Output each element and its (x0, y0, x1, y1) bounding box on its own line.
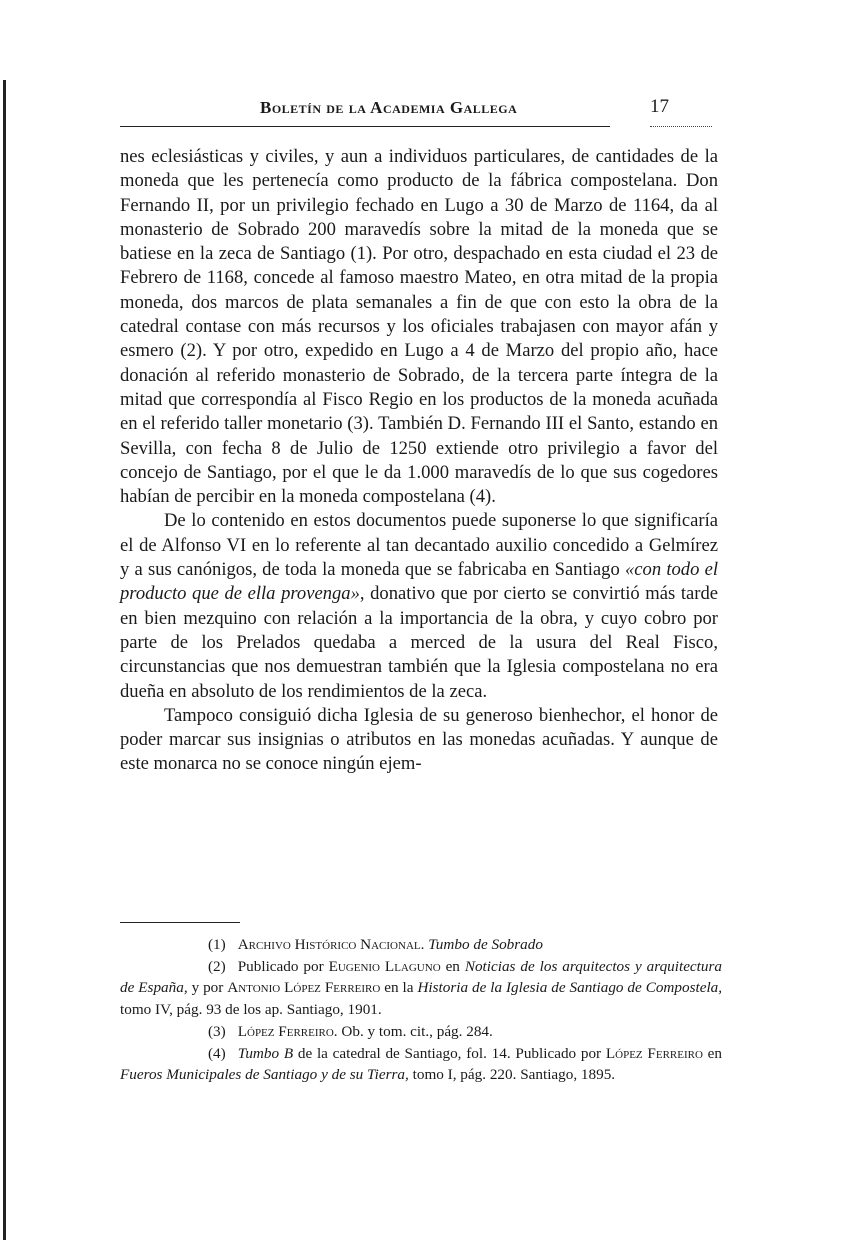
header-rule (120, 126, 610, 127)
footnote-4-title-b: Fueros Municipales de Santiago y de su Tierra, (120, 1066, 409, 1084)
footnote-4-number: (4) (208, 1044, 226, 1062)
footnote-4-text-c: tomo I, pág. 220. Santiago, 1895. (412, 1066, 616, 1084)
footnote-2-author-b: Antonio López Ferreiro (227, 979, 381, 997)
footnote-2-text-b: en (445, 957, 460, 975)
footnote-2 (120, 956, 722, 1021)
paragraph-2-text-b: , donativo que por cierto se convirtió más tarde en bien mezquino con relación a la importancia de la obra, y cuyo cobro por parte de los Prelados quedaba a merced de la usura del Real Fisco, circunstancias que nos demuestran también que la Iglesia compostelana no era dueña en absoluto de los rendimientos de la zeca. (120, 583, 718, 702)
paragraph-2 (120, 509, 718, 703)
footnote-2-text-c: y por (191, 979, 224, 997)
footnote-2-text-a: Publicado por (237, 957, 324, 975)
footnote-2-number: (2) (208, 957, 226, 975)
paragraph-3: Tampoco consiguió dicha Iglesia de su generoso bienhechor, el honor de poder marcar sus insignias o atributos en las monedas acuñadas. Y aunque de este monarca no se conoce ningún ejem- (120, 704, 718, 775)
footnote-1-number: (1) (208, 936, 226, 953)
footnote-rule (120, 922, 240, 923)
footnote-2-author-a: Eugenio Llaguno (328, 957, 441, 975)
footnote-4-author: López Ferreiro (605, 1044, 703, 1062)
footnote-3-text: Ob. y tom. cit., pág. 284. (341, 1022, 493, 1040)
footnote-3-number: (3) (208, 1022, 226, 1040)
page-header (120, 96, 720, 126)
footnote-3-author: López Ferreiro. (237, 1022, 338, 1040)
running-title: Boletín de la Academia Gallega (260, 98, 518, 117)
paragraph-2-text-a: De lo contenido en estos documentos puede suponerse lo que significaría el de Alfonso VI en lo referente al tan decantado auxilio concedido a Gelmírez y a sus canónigos, de toda la moneda que se fabricaba en Santiago (120, 510, 718, 581)
page-edge-line (3, 80, 6, 1240)
paragraph-1: nes eclesiásticas y civiles, y aun a individuos particulares, de cantidades de la moneda que les pertenecía como producto de la fábrica compostelana. Don Fernando II, por un privilegio fechado en Lugo a 30 de Marzo de 1164, da al monasterio de Sobrado 200 maravedís sobre la mitad de la moneda que se batiese en la zeca de Santiago (1). Por otro, despachado en esta ciudad el 23 de Febrero de 1168, concede al famoso maestro Mateo, en otra mitad de la propia moneda, dos marcos de plata semanales a fin de que con esto la obra de la catedral contase con más recursos y los oficiales trabajasen con mayor afán y esmero (2). Y por otro, expedido en Lugo a 4 de Marzo del propio año, hace donación al referido monasterio de Sobrado, de la tercera parte íntegra de la mitad que correspondía al Fisco Regio en los productos de la moneda acuñada en el referido taller monetario (3). También D. Fernando III el Santo, estando en Sevilla, con fecha 8 de Julio de 1250 extiende otro privilegio a favor del concejo de Santiago, por el que le da 1.000 maravedís de lo que sus cogedores habían de percibir en la moneda compostelana (4). (120, 146, 718, 508)
footnote-1 (120, 934, 722, 956)
footnote-3 (120, 1021, 722, 1043)
footnote-1-source: Archivo Histórico Nacional. (237, 936, 425, 953)
footnote-2-title-b: Historia de la Iglesia de Santiago de Compostela, (417, 979, 723, 997)
footnote-4-title-a: Tumbo B (237, 1044, 294, 1062)
body-text (120, 145, 718, 777)
footnote-2-text-e: tomo IV, pág. 93 de los ap. Santiago, 1901. (120, 1001, 382, 1019)
page-number: 17 (650, 96, 669, 117)
footnote-2-text-d: en la (384, 979, 414, 997)
footnote-2-title-a: Noticias de los arquitectos y arquitectura de España, (120, 957, 722, 997)
footnote-4-text-b: en (707, 1044, 722, 1062)
footnotes (120, 934, 722, 1086)
header-rule-dotted (650, 126, 712, 127)
footnote-4 (120, 1043, 722, 1086)
footnote-4-text-a: de la catedral de Santiago, fol. 14. Publicado por (297, 1044, 602, 1062)
footnote-1-title: Tumbo de Sobrado (428, 936, 543, 953)
paragraph-2-quote: «con todo el producto que de ella provenga» (120, 559, 718, 605)
